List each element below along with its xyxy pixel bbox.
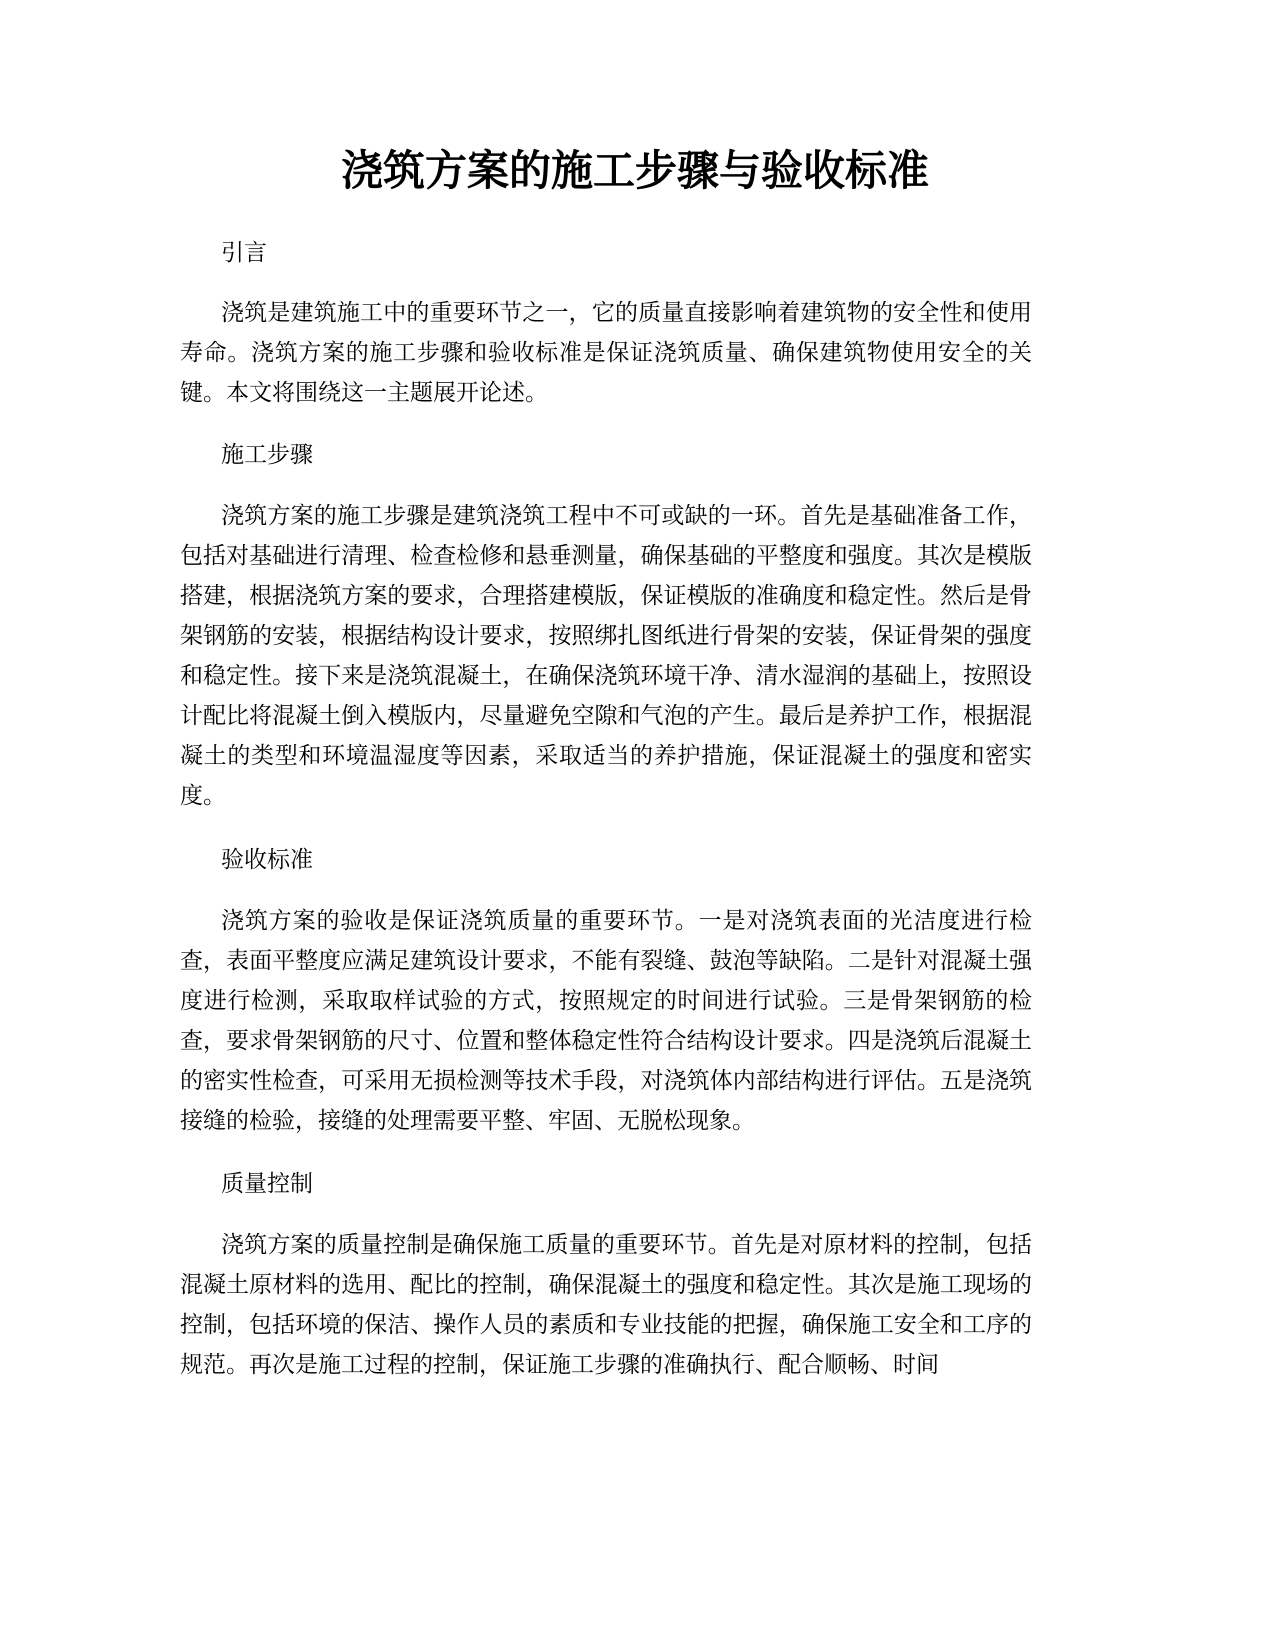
document-title: 浇筑方案的施工步骤与验收标准 [340, 146, 929, 195]
section-body-steps: 浇筑方案的施工步骤是建筑浇筑工程中不可或缺的一环。首先是基础准备工作，包括对基础进行清理、检查检修和悬垂测量，确保基础的平整度和强度。其次是模版搭建，根据浇筑方案的要求，合理搭建模版，保证模版的准确度和稳定性。然后是骨架钢筋的安装，根据结构设计要求，按照绑扎图纸进行骨架的安装，保证骨架的强度和稳定性。接下来是浇筑混凝土，在确保浇筑环境干净、清水湿润的基础上，按照设计配比将混凝土倒入模版内，尽量避免空隙和气泡的产生。最后是养护工作，根据混凝土的类型和环境温湿度等因素，采取适当的养护措施，保证混凝土的强度和密实度。 [180, 503, 1032, 809]
section-body-intro: 浇筑是建筑施工中的重要环节之一，它的质量直接影响着建筑物的安全性和使用寿命。浇筑方案的施工步骤和验收标准是保证浇筑质量、确保建筑物使用安全的关键。本文将围绕这一主题展开论述。 [180, 300, 1032, 406]
section-heading-intro: 引言 [221, 240, 267, 266]
section-body-quality: 浇筑方案的质量控制是确保施工质量的重要环节。首先是对原材料的控制，包括混凝土原材料的选用、配比的控制，确保混凝土的强度和稳定性。其次是施工现场的控制，包括环境的保洁、操作人员的素质和专业技能的把握，确保施工安全和工序的规范。再次是施工过程的控制，保证施工步骤的准确执行、配合顺畅、时间 [180, 1232, 1032, 1378]
section-heading-steps: 施工步骤 [221, 442, 313, 468]
section-body-acceptance: 浇筑方案的验收是保证浇筑质量的重要环节。一是对浇筑表面的光洁度进行检查，表面平整度应满足建筑设计要求，不能有裂缝、鼓泡等缺陷。二是针对混凝土强度进行检测，采取取样试验的方式，按照规定的时间进行试验。三是骨架钢筋的检查，要求骨架钢筋的尺寸、位置和整体稳定性符合结构设计要求。四是浇筑后混凝土的密实性检查，可采用无损检测等技术手段，对浇筑体内部结构进行评估。五是浇筑接缝的检验，接缝的处理需要平整、牢固、无脱松现象。 [180, 908, 1032, 1134]
section-heading-quality: 质量控制 [221, 1171, 313, 1197]
section-heading-acceptance: 验收标准 [221, 847, 313, 873]
